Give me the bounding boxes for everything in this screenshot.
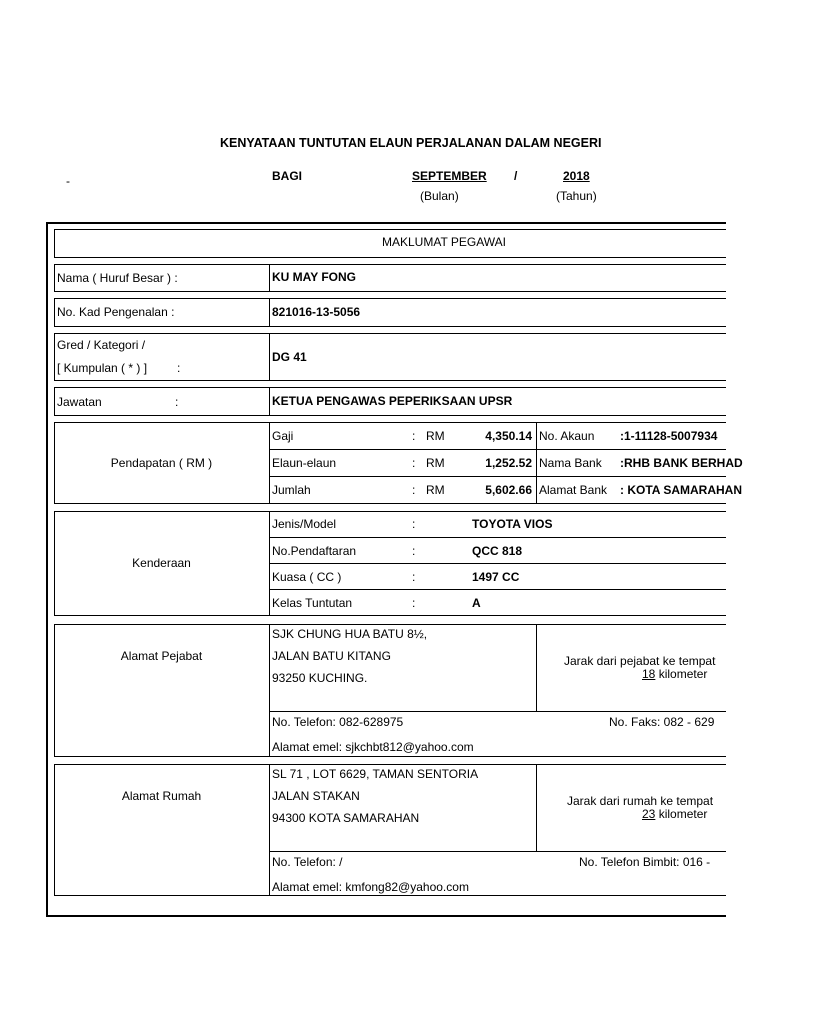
akaun-label: No. Akaun (539, 429, 595, 443)
pejabat-address-line: 93250 KUCHING. (272, 671, 368, 685)
pejabat-emel: Alamat emel: sjkchbt812@yahoo.com (272, 740, 474, 754)
month-caption: (Bulan) (420, 189, 459, 203)
jawatan-colon: : (175, 395, 179, 409)
pejabat-jarak-line (642, 667, 707, 681)
jumlah-currency: RM (426, 483, 445, 497)
pendaftaran-colon: : (412, 544, 416, 558)
rumah-label: Alamat Rumah (121, 789, 202, 803)
pejabat-address-line: SJK CHUNG HUA BATU 8½, (272, 627, 428, 641)
pejabat-faks: No. Faks: 082 - 629 (609, 715, 715, 729)
outer-border-left (46, 222, 48, 917)
rumah-address-line: JALAN STAKAN (272, 789, 360, 803)
bank-address-label: Alamat Bank (539, 483, 608, 497)
gred-label: Gred / Kategori / (57, 338, 146, 352)
pejabat-label: Alamat Pejabat (120, 649, 203, 663)
form-title: KENYATAAN TUNTUTAN ELAUN PERJALANAN DALAM NEGERI (220, 136, 602, 150)
kuasa-colon: : (412, 570, 416, 584)
jawatan-value: KETUA PENGAWAS PEPERIKSAAN UPSR (272, 394, 513, 408)
elaun-colon: : (412, 456, 416, 470)
elaun-amount: 1,252.52 (485, 456, 532, 470)
elaun-currency: RM (426, 456, 445, 470)
jenis-label: Jenis/Model (272, 517, 337, 531)
gaji-currency: RM (426, 429, 445, 443)
gaji-amount: 4,350.14 (485, 429, 532, 443)
header-dash: - (66, 174, 70, 188)
jenis-value: TOYOTA VIOS (472, 517, 553, 531)
pejabat-jarak-unit: kilometer (655, 667, 708, 681)
pejabat-jarak-value: 18 (642, 667, 656, 681)
kumpulan-label: [ Kumpulan ( * ) ] (57, 361, 148, 375)
kumpulan-colon: : (177, 361, 181, 375)
outer-border-bottom (46, 915, 726, 917)
kenderaan-label: Kenderaan (132, 556, 191, 570)
jenis-colon: : (412, 517, 416, 531)
rumah-address-line: 94300 KOTA SAMARAHAN (272, 811, 420, 825)
pejabat-address-line: JALAN BATU KITANG (272, 649, 391, 663)
elaun-label: Elaun-elaun (272, 456, 337, 470)
outer-border-top (46, 222, 726, 224)
bank-name-value: :RHB BANK BERHAD (620, 456, 743, 470)
jumlah-label: Jumlah (272, 483, 311, 497)
gaji-colon: : (412, 429, 416, 443)
nama-label: Nama ( Huruf Besar ) : (57, 271, 178, 285)
gaji-label: Gaji (272, 429, 294, 443)
rumah-address-line: SL 71 , LOT 6629, TAMAN SENTORIA (272, 767, 479, 781)
rumah-jarak-line (642, 807, 707, 821)
kuasa-label: Kuasa ( CC ) (272, 570, 342, 584)
year-value: 2018 (563, 169, 590, 183)
kad-value: 821016-13-5056 (272, 305, 361, 319)
jumlah-colon: : (412, 483, 416, 497)
bank-name-label: Nama Bank (539, 456, 602, 470)
bagi-label: BAGI (272, 169, 302, 183)
pejabat-jarak-text: Jarak dari pejabat ke tempat (564, 654, 716, 668)
jumlah-amount: 5,602.66 (485, 483, 532, 497)
rumah-emel: Alamat emel: kmfong82@yahoo.com (272, 880, 469, 894)
rumah-jarak-unit: kilometer (655, 807, 708, 821)
kelas-colon: : (412, 596, 416, 610)
pendaftaran-label: No.Pendaftaran (272, 544, 357, 558)
bank-address-value: : KOTA SAMARAHAN (620, 483, 742, 497)
month-value: SEPTEMBER (412, 169, 487, 183)
year-caption: (Tahun) (556, 189, 597, 203)
rumah-bimbit: No. Telefon Bimbit: 016 - (579, 855, 711, 869)
pendapatan-label: Pendapatan ( RM ) (110, 456, 213, 470)
header-slash: / (514, 169, 518, 183)
gred-value: DG 41 (272, 350, 307, 364)
section-title: MAKLUMAT PEGAWAI (381, 235, 507, 249)
jawatan-label: Jawatan (57, 395, 102, 409)
kad-label: No. Kad Pengenalan : (57, 305, 175, 319)
pendaftaran-value: QCC 818 (472, 544, 523, 558)
rumah-jarak-text: Jarak dari rumah ke tempat (567, 794, 714, 808)
kelas-value: A (472, 596, 481, 610)
rumah-telefon: No. Telefon: / (272, 855, 343, 869)
kuasa-value: 1497 CC (472, 570, 520, 584)
akaun-value: :1-11128-5007934 (620, 429, 718, 443)
nama-value: KU MAY FONG (272, 270, 357, 284)
rumah-jarak-value: 23 (642, 807, 656, 821)
pejabat-telefon: No. Telefon: 082-628975 (272, 715, 404, 729)
kelas-label: Kelas Tuntutan (272, 596, 353, 610)
